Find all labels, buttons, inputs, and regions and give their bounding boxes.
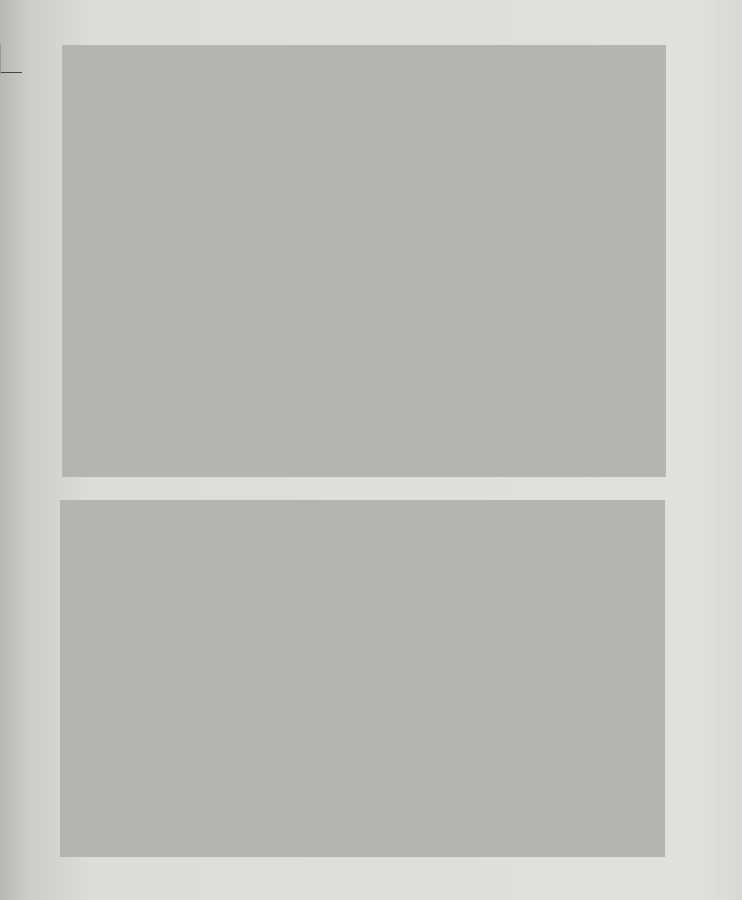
page-footer (681, 872, 684, 882)
section2-panel (60, 500, 665, 857)
margin-rule (0, 72, 22, 73)
section1-panel (62, 45, 666, 477)
margin-rule (0, 44, 1, 74)
